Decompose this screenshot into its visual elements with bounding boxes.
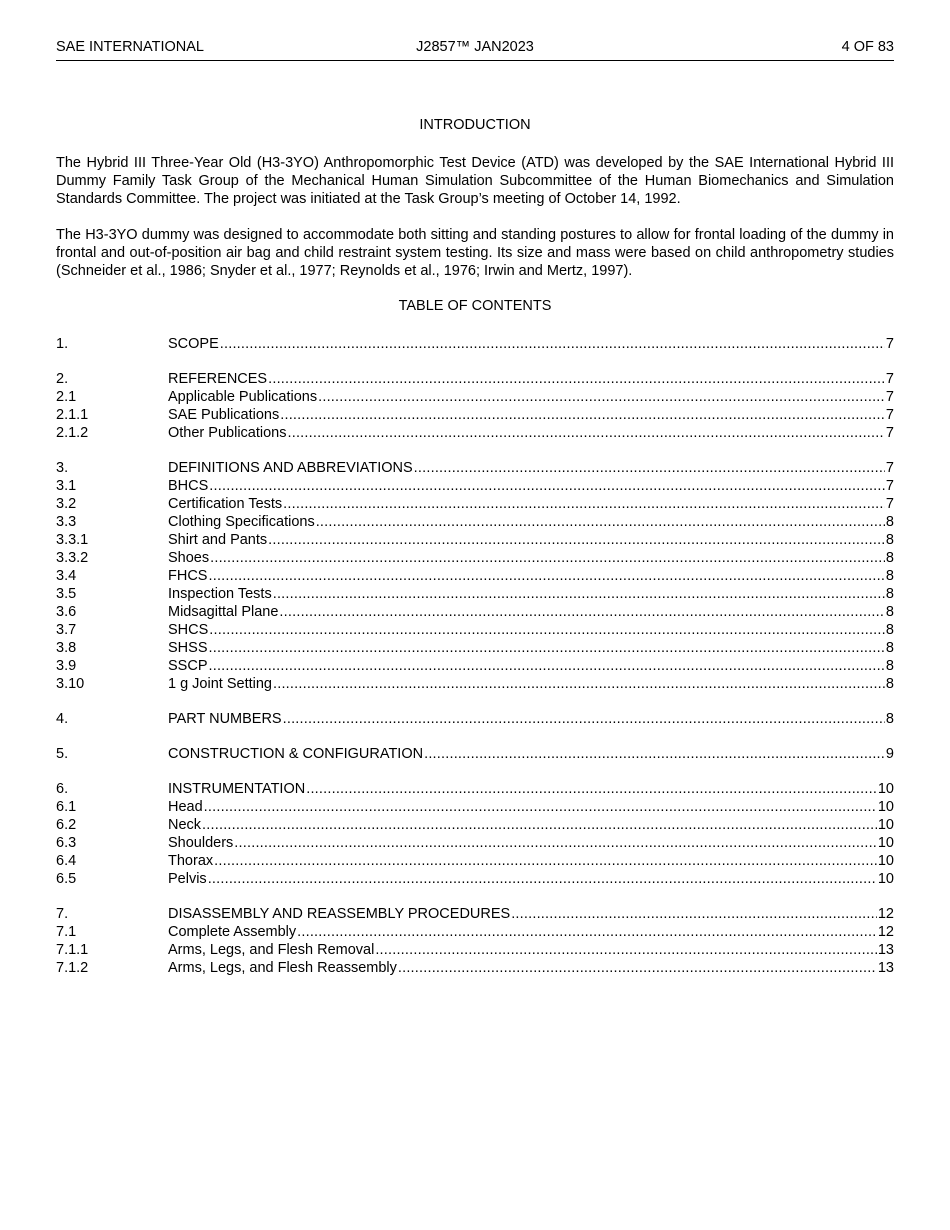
toc-entry[interactable] xyxy=(56,745,894,763)
toc-entry-title: SAE Publications xyxy=(168,407,280,423)
toc-dot-leader xyxy=(283,495,885,513)
toc-entry-title: Arms, Legs, and Flesh Reassembly xyxy=(168,960,397,976)
toc-entry-title: SHSS xyxy=(168,640,208,656)
toc-entry-page: 7 xyxy=(885,336,894,352)
toc-entry-page: 12 xyxy=(877,924,894,940)
toc-entry-title: SCOPE xyxy=(168,336,219,352)
toc-entry-title: Other Publications xyxy=(168,425,287,441)
toc-dot-leader xyxy=(297,923,877,941)
toc-entry[interactable] xyxy=(56,603,894,621)
toc-entry-page: 7 xyxy=(885,389,894,405)
toc-entry-page: 8 xyxy=(885,568,894,584)
toc-entry-page: 7 xyxy=(885,478,894,494)
toc-entry-number: 6.4 xyxy=(56,853,77,869)
introduction-paragraph: The H3-3YO dummy was designed to accommodate both sitting and standing postures to allow for frontal loading of the dummy in frontal and out-of-position air bag and child restraint system testing. Its size and mass were based on child anthropometry studies (Schneider et al., 1986; Snyder et al., 1977; Reynolds et al., 1976; Irwin and Mertz, 1997). xyxy=(56,227,894,279)
toc-entry[interactable] xyxy=(56,406,894,424)
toc-dot-leader xyxy=(511,905,877,923)
toc-entry[interactable] xyxy=(56,370,894,388)
toc-dot-leader xyxy=(273,675,885,693)
toc-entry[interactable] xyxy=(56,798,894,816)
toc-entry[interactable] xyxy=(56,477,894,495)
toc-entry[interactable] xyxy=(56,959,894,977)
toc-entry-title: BHCS xyxy=(168,478,209,494)
toc-dot-leader xyxy=(287,424,884,442)
toc-dot-leader xyxy=(268,370,885,388)
toc-entry-number: 2.1.1 xyxy=(56,407,89,423)
page-header xyxy=(56,39,894,61)
toc-entry[interactable] xyxy=(56,905,894,923)
toc-dot-leader xyxy=(316,513,885,531)
toc-entry-title: Neck xyxy=(168,817,202,833)
toc-entry-number: 2.1.2 xyxy=(56,425,89,441)
toc-dot-leader xyxy=(318,388,885,406)
toc-dot-leader xyxy=(209,639,885,657)
toc-entry-title: REFERENCES xyxy=(168,371,268,387)
toc-entry-page: 7 xyxy=(885,460,894,476)
toc-dot-leader xyxy=(204,798,877,816)
toc-entry[interactable] xyxy=(56,513,894,531)
toc-entry[interactable] xyxy=(56,621,894,639)
toc-dot-leader xyxy=(306,780,877,798)
toc-entry-number: 3.3.1 xyxy=(56,532,89,548)
toc-entry-number: 6.3 xyxy=(56,835,77,851)
introduction-heading: INTRODUCTION xyxy=(419,117,531,133)
header-organization: SAE INTERNATIONAL xyxy=(56,39,204,55)
toc-entry-number: 2.1 xyxy=(56,389,77,405)
toc-dot-leader xyxy=(268,531,885,549)
toc-entry-page: 13 xyxy=(877,960,894,976)
toc-dot-leader xyxy=(220,335,885,353)
toc-entry-number: 7. xyxy=(56,906,69,922)
toc-entry-title: Midsagittal Plane xyxy=(168,604,279,620)
toc-entry[interactable] xyxy=(56,424,894,442)
toc-entry-page: 7 xyxy=(885,407,894,423)
toc-entry-title: Arms, Legs, and Flesh Removal xyxy=(168,942,375,958)
toc-heading: TABLE OF CONTENTS xyxy=(398,298,552,314)
toc-section-group xyxy=(56,335,894,353)
toc-entry-number: 3.4 xyxy=(56,568,77,584)
toc-entry-page: 8 xyxy=(885,658,894,674)
toc-entry[interactable] xyxy=(56,675,894,693)
toc-entry-page: 10 xyxy=(877,781,894,797)
toc-entry-page: 8 xyxy=(885,550,894,566)
toc-entry[interactable] xyxy=(56,941,894,959)
toc-entry-number: 3.2 xyxy=(56,496,77,512)
toc-dot-leader xyxy=(209,657,885,675)
toc-entry-number: 3.5 xyxy=(56,586,77,602)
toc-entry-title: INSTRUMENTATION xyxy=(168,781,306,797)
toc-entry-number: 7.1.2 xyxy=(56,960,89,976)
toc-entry-page: 13 xyxy=(877,942,894,958)
toc-section-group xyxy=(56,780,894,888)
toc-entry-page: 10 xyxy=(877,817,894,833)
toc-entry[interactable] xyxy=(56,834,894,852)
toc-entry-number: 3.1 xyxy=(56,478,77,494)
toc-entry-title: 1 g Joint Setting xyxy=(168,676,272,692)
toc-entry[interactable] xyxy=(56,870,894,888)
toc-entry-number: 2. xyxy=(56,371,69,387)
header-page-number: 4 OF 83 xyxy=(841,39,894,55)
toc-dot-leader xyxy=(208,567,884,585)
toc-entry-title: Head xyxy=(168,799,203,815)
toc-dot-leader xyxy=(202,816,877,834)
toc-entry-number: 3.9 xyxy=(56,658,77,674)
toc-entry-title: Pelvis xyxy=(168,871,207,887)
toc-entry-title: Certification Tests xyxy=(168,496,283,512)
toc-entry-number: 4. xyxy=(56,711,69,727)
toc-entry[interactable] xyxy=(56,585,894,603)
toc-entry-page: 9 xyxy=(885,746,894,762)
toc-entry-title: SSCP xyxy=(168,658,208,674)
toc-entry-title: PART NUMBERS xyxy=(168,711,282,727)
toc-entry[interactable] xyxy=(56,852,894,870)
toc-section-group xyxy=(56,710,894,728)
toc-section-group xyxy=(56,370,894,442)
toc-entry-number: 3.10 xyxy=(56,676,85,692)
toc-entry-page: 8 xyxy=(885,604,894,620)
toc-entry[interactable] xyxy=(56,567,894,585)
toc-entry-title: Shoes xyxy=(168,550,210,566)
toc-entry-number: 6.2 xyxy=(56,817,77,833)
toc-dot-leader xyxy=(234,834,877,852)
toc-entry-title: CONSTRUCTION & CONFIGURATION xyxy=(168,746,424,762)
toc-entry-title: Shirt and Pants xyxy=(168,532,268,548)
toc-entry[interactable] xyxy=(56,549,894,567)
toc-entry-number: 3.7 xyxy=(56,622,77,638)
toc-entry-page: 12 xyxy=(877,906,894,922)
toc-entry-number: 6. xyxy=(56,781,69,797)
toc-entry-page: 8 xyxy=(885,676,894,692)
toc-entry-page: 7 xyxy=(885,371,894,387)
toc-dot-leader xyxy=(214,852,877,870)
toc-entry[interactable] xyxy=(56,495,894,513)
toc-section-group xyxy=(56,459,894,693)
toc-entry-number: 6.5 xyxy=(56,871,77,887)
toc-entry[interactable] xyxy=(56,335,894,353)
toc-entry[interactable] xyxy=(56,388,894,406)
toc-entry-page: 8 xyxy=(885,586,894,602)
toc-entry-number: 7.1 xyxy=(56,924,77,940)
toc-entry-title: DISASSEMBLY AND REASSEMBLY PROCEDURES xyxy=(168,906,511,922)
toc-entry-title: Clothing Specifications xyxy=(168,514,315,530)
toc-dot-leader xyxy=(279,603,885,621)
toc-entry-page: 8 xyxy=(885,711,894,727)
toc-entry[interactable] xyxy=(56,816,894,834)
toc-dot-leader xyxy=(210,549,885,567)
toc-entry[interactable] xyxy=(56,923,894,941)
toc-entry-page: 10 xyxy=(877,871,894,887)
introduction-paragraph: The Hybrid III Three-Year Old (H3-3YO) Anthropomorphic Test Device (ATD) was developed by the SAE International Hybrid III Dummy Family Task Group of the Mechanical Human Simulation Subcommittee of the Human Biomechanics and Simulation Standards Committee. The project was initiated at the Task Group’s meeting of October 14, 1992. xyxy=(56,155,894,207)
toc-dot-leader xyxy=(283,710,885,728)
toc-entry[interactable] xyxy=(56,710,894,728)
toc-entry-page: 10 xyxy=(877,853,894,869)
toc-entry-title: DEFINITIONS AND ABBREVIATIONS xyxy=(168,460,413,476)
toc-entry[interactable] xyxy=(56,531,894,549)
toc-section-group xyxy=(56,905,894,977)
toc-dot-leader xyxy=(208,870,877,888)
toc-entry-number: 3.3 xyxy=(56,514,77,530)
toc-entry-number: 1. xyxy=(56,336,69,352)
toc-entry-number: 6.1 xyxy=(56,799,77,815)
toc-entry[interactable] xyxy=(56,657,894,675)
toc-entry-page: 8 xyxy=(885,640,894,656)
toc-dot-leader xyxy=(209,477,885,495)
table-of-contents xyxy=(56,335,894,994)
toc-entry-page: 7 xyxy=(885,425,894,441)
toc-entry-page: 8 xyxy=(885,532,894,548)
toc-entry-title: FHCS xyxy=(168,568,208,584)
toc-entry-page: 8 xyxy=(885,622,894,638)
toc-entry-title: Inspection Tests xyxy=(168,586,272,602)
toc-entry-number: 5. xyxy=(56,746,69,762)
toc-entry[interactable] xyxy=(56,459,894,477)
toc-entry-number: 3.6 xyxy=(56,604,77,620)
toc-entry-page: 8 xyxy=(885,514,894,530)
toc-dot-leader xyxy=(280,406,885,424)
header-document-id: J2857™ JAN2023 xyxy=(416,39,534,55)
toc-entry-title: Shoulders xyxy=(168,835,234,851)
toc-entry-title: Applicable Publications xyxy=(168,389,318,405)
toc-dot-leader xyxy=(414,459,885,477)
toc-dot-leader xyxy=(398,959,877,977)
toc-dot-leader xyxy=(209,621,885,639)
toc-entry-title: SHCS xyxy=(168,622,209,638)
toc-entry-title: Thorax xyxy=(168,853,214,869)
toc-entry-number: 3.8 xyxy=(56,640,77,656)
toc-entry-page: 10 xyxy=(877,835,894,851)
toc-section-group xyxy=(56,745,894,763)
toc-entry-page: 7 xyxy=(885,496,894,512)
toc-entry[interactable] xyxy=(56,639,894,657)
toc-dot-leader xyxy=(375,941,877,959)
toc-entry-number: 7.1.1 xyxy=(56,942,89,958)
toc-dot-leader xyxy=(273,585,885,603)
toc-dot-leader xyxy=(424,745,885,763)
toc-entry-number: 3.3.2 xyxy=(56,550,89,566)
toc-entry[interactable] xyxy=(56,780,894,798)
toc-entry-page: 10 xyxy=(877,799,894,815)
toc-entry-number: 3. xyxy=(56,460,69,476)
toc-entry-title: Complete Assembly xyxy=(168,924,297,940)
